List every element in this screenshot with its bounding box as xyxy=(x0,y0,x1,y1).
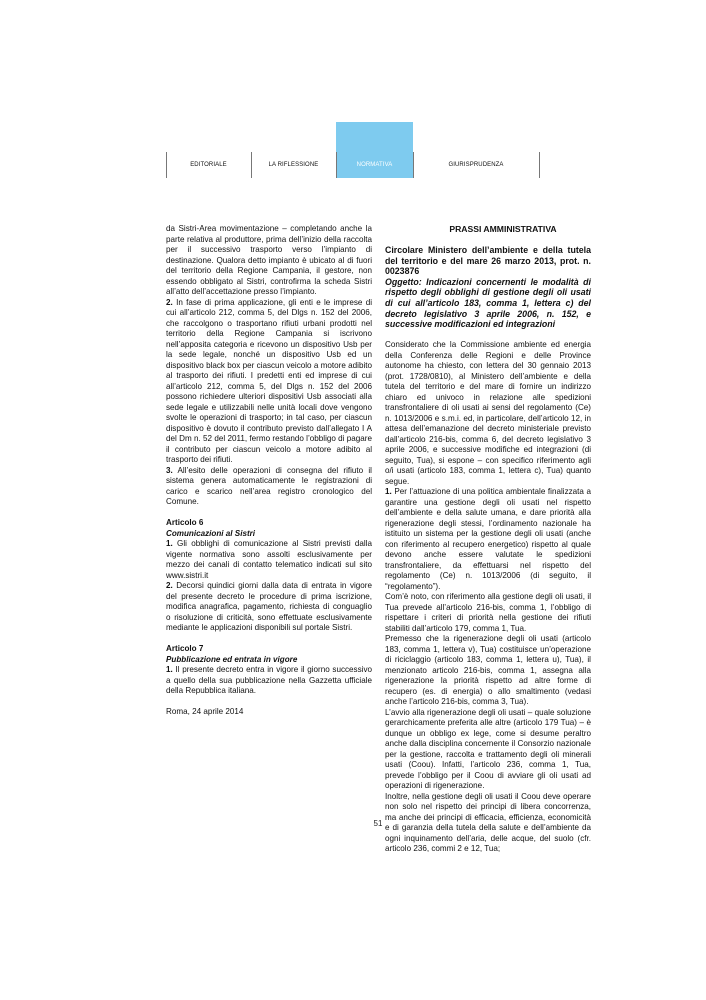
paragraph: L’avvio alla rigenerazione degli oli usati – quale soluzione gerarchicamente preferita alle altre (articolo 179 Tua) – è dunque un obbligo ex lege, come si desume peraltro anche dalla disciplina concernente il Consorzio nazionale per la gestione, raccolta e trattamento degli oli minerali usati (Coou). Infatti, l’articolo 236, comma 1, Tua, prevede l’obbligo per il Coou di avviare gli oli usati ad operazioni di rigenerazione. xyxy=(385,707,591,791)
item-number: 3. xyxy=(166,465,173,475)
tab-editoriale[interactable]: EDITORIALE xyxy=(190,162,227,168)
paragraph: 2. Decorsi quindici giorni dalla data di entrata in vigore del presente decreto le procedure di prima iscrizione, modifica anagrafica, pagamento, richiesta di conguaglio o risoluzione di criticità, sono effettuate esclusivamente mediante le applicazioni disponibili sul portale Sistri. xyxy=(166,581,372,632)
paragraph: da Sistri-Area movimentazione – completando anche la parte relativa al produttore, prima dell’inizio della raccolta per il successivo trasporto verso l’impianto di destinazione. Qualora detto impianto è ubicato al di fuori del territorio della Regione Campania, il gestore, non essendo obbligato al Sistri, controfirma la scheda Sistri all’atto dell’accettazione presso l’impianto. xyxy=(166,224,372,296)
page-number: 51 xyxy=(373,819,383,828)
paragraph: 2. In fase di prima applicazione, gli enti e le imprese di cui all’articolo 212, comma 5, del Dlgs n. 152 del 2006, che raccolgono o trasportano rifiuti urbani prodotti nel territorio della Regione Campania si iscrivono nell’apposita categoria e ricevono un dispositivo Usb per la sede legale, nonché un dispositivo Usb ed un dispositivo black box per ciascun veicolo a motore adibito al trasporto dei rifiuti. I predetti enti ed imprese di cui all’articolo 212, comma 5, del Dlgs n. 152 del 2006 possono richiedere ulteriori dispositivi Usb associati alla sede legale e utilizzabili nelle unità locali dove vengono svolte le operazioni di trasporto; in tal caso, per ciascun dispositivo è dovuto il contributo previsto dall’allegato I A del Dm n. 52 del 2011, fermo restando l’obbligo di pagare il contributo per ciascun veicolo a motore adibito al trasporto dei rifiuti. xyxy=(166,297,372,464)
active-tab-highlight xyxy=(336,122,413,178)
article-7-subtitle: Pubblicazione ed entrata in vigore xyxy=(166,654,298,664)
signature-date: Roma, 24 aprile 2014 xyxy=(166,707,244,716)
section-title: PRASSI AMMINISTRATIVA xyxy=(449,224,557,234)
article-7-title: Articolo 7 xyxy=(166,644,204,653)
header-divider xyxy=(539,152,540,178)
paragraph: 1. Per l’attuazione di una politica ambientale finalizzata a garantire una gestione degli oli usati nel rispetto dell’ambiente e della salute umana, e dare priorità alla rigenerazione degli stessi, l’ordinamento nazionale ha istituito un sistema per la gestione degli oli usati (anche con riferimento al recupero energetico) rispetto al quale devono anche essere valutate le spedizioni transfrontaliere, da effettuarsi nel rispetto del regolamento (Ce) n. 1013/2006 (di seguito, il “regolamento”). xyxy=(385,487,591,591)
circular-title: Circolare Ministero dell’ambiente e della tutela del territorio e del mare 26 marzo 2013, prot. n. 0023876 xyxy=(385,245,591,277)
tab-giurisprudenza[interactable]: GIURISPRUDENZA xyxy=(448,162,504,168)
item-number: 1. xyxy=(166,665,173,674)
tab-normativa[interactable]: NORMATIVA xyxy=(356,162,393,168)
paragraph: 1. Il presente decreto entra in vigore il giorno successivo a quello della sua pubblicazione nella Gazzetta ufficiale della Repubblica italiana. xyxy=(166,665,372,695)
paragraph: Considerato che la Commissione ambiente ed energia della Conferenza delle Regioni e delle Province autonome ha chiesto, con lettera del 30 gennaio 2013 (prot. 1728/0810), al Ministero dell’ambiente e della tutela del territorio e del mare di fornire un indirizzo chiaro ed univoco in relazione alle spedizioni transfrontaliere di oli usati ai sensi del regolamento (Ce) n. 1013/2006 e s.m.i. ed, in particolare, dell’articolo 12, in attesa dell’emanazione del decreto ministeriale previsto dall’articolo 216-bis, comma 6, del decreto legislativo 3 aprile 2006, e successive modifiche ed integrazioni (di seguito, Tua), si espone – con specifico riferimento agli o/i usati (articolo 183, comma 1, lettera c), Tua) quanto segue. xyxy=(385,340,591,486)
left-column xyxy=(166,224,372,718)
paragraph: Com’è noto, con riferimento alla gestione degli oli usati, il Tua prevede all’articolo 216-bis, comma 1, l’obbligo di rispettare i criteri di priorità nella gestione dei rifiuti stabiliti dall’articolo 179, comma 1, Tua. xyxy=(385,592,591,633)
paragraph: 1. Gli obblighi di comunicazione al Sistri previsti dalla vigente normativa sono assolti esclusivamente per mezzo dei canali di contatto telematico indicati sul sito www.sistri.it xyxy=(166,539,372,580)
article-6-title: Articolo 6 xyxy=(166,518,204,527)
paragraph: Premesso che la rigenerazione degli oli usati (articolo 183, comma 1, lettera v), Tua) costituisce un’operazione di riciclaggio (articolo 183, comma 1, lettera u), Tua), il menzionato articolo 216-bis, comma 1, assegna alla rigenerazione la priorità rispetto ad altre forme di recupero (es. di energia) o allo smaltimento (vedasi anche l’articolo 216-bis, comma 3, Tua). xyxy=(385,634,591,707)
circular-subject: Oggetto: Indicazioni concernenti le modalità di rispetto degli obblighi di gestione degli oli usati di cui all’articolo 183, comma 1, lettera c) del decreto legislativo 3 aprile 2006, n. 152, e successive modificazioni ed integrazioni xyxy=(385,276,591,330)
item-number: 1. xyxy=(166,539,173,548)
section-header xyxy=(166,122,540,178)
paragraph: Inoltre, nella gestione degli oli usati il Coou deve operare non solo nel rispetto dei principi di libera concorrenza, ma anche dei principi di efficacia, efficienza, economicità e di garanzia della tutela della salute e dell’ambiente da ogni inquinamento dell’aria, delle acque, del suolo (cfr. articolo 236, commi 2 e 12, Tua; xyxy=(385,791,591,854)
item-number: 2. xyxy=(166,581,173,590)
article-6-subtitle: Comunicazioni al Sistri xyxy=(166,528,256,538)
right-column xyxy=(385,224,591,855)
tab-la-riflessione[interactable]: LA RIFLESSIONE xyxy=(268,162,319,168)
paragraph: 3. All’esito delle operazioni di consegna del rifiuto il sistema genera automaticamente le registrazioni di carico e scarico nell’area registro cronologico del Comune. xyxy=(166,465,372,506)
item-number: 2. xyxy=(166,297,173,307)
item-number: 1. xyxy=(385,487,392,497)
